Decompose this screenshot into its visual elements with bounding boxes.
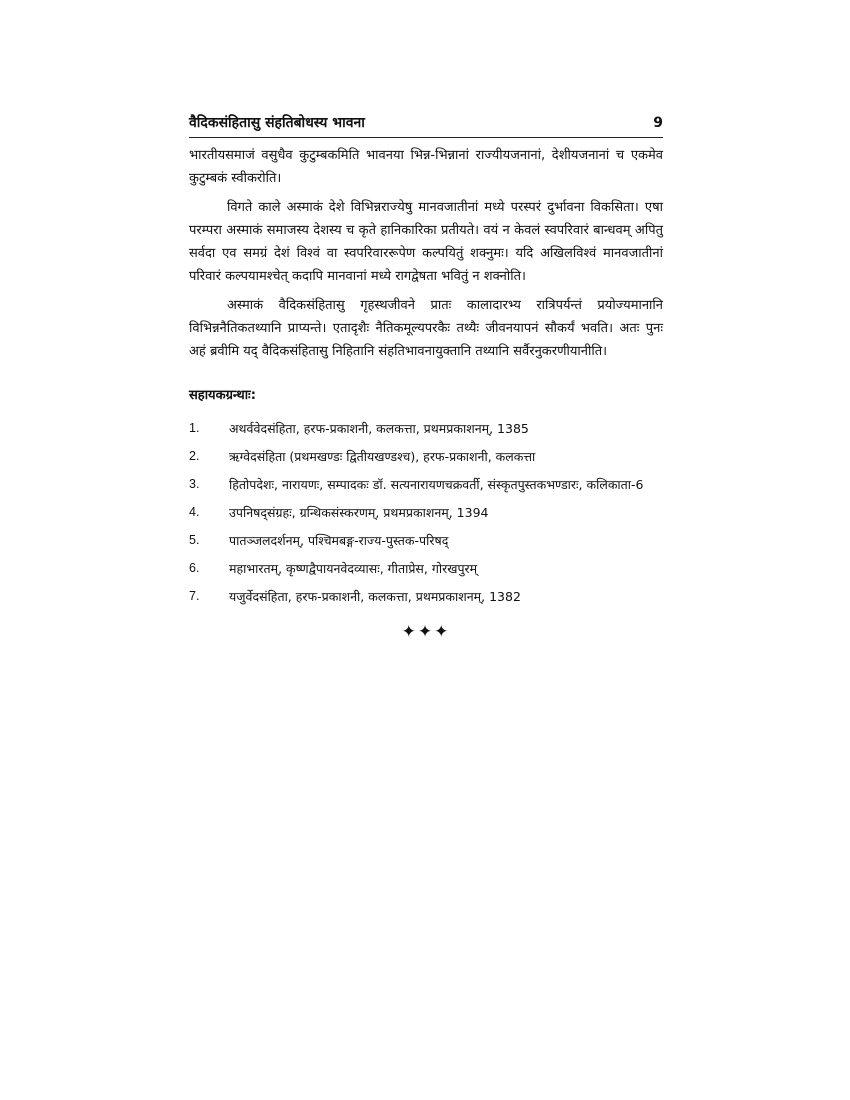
reference-item [189, 529, 663, 552]
paragraph-1: भारतीयसमाजं वसुधैव कुटुम्बकमिति भावनया भिन्न-भिन्नानां राज्यीयजनानां, देशीयजनानां च एकमेव कुटुम्बकं स्वीकरोति। [189, 148, 663, 186]
reference-item [189, 445, 663, 468]
references-heading [189, 385, 663, 407]
reference-item [189, 473, 663, 496]
body-text [189, 144, 663, 363]
reference-number: 1. [189, 421, 200, 435]
reference-item [189, 585, 663, 608]
paragraph-2: विगते काले अस्माकं देशे विभिन्नराज्येषु मानवजातीनां मध्ये परस्परं दुर्भावना विकसिता। एषा परम्परा अस्माकं समाजस्य देशस्य च कृते हानिकारिका प्रतीयते। वयं न केवलं स्वपरिवारं बान्धवम् अपितु सर्वदा एव समग्रं देशं विश्वं वा स्वपरिवाररूपेण कल्पयितुं शक्नुमः। यदि अखिलविश्वं मानवजातीनां परिवारं कल्पयामश्चेत् कदापि मानवानां मध्ये रागद्वेषता भवितुं न शक्नोति। [189, 200, 663, 284]
reference-text: यजुर्वेदसंहिता, हरफ-प्रकाशनी, कलकत्ता, प्रथमप्रकाशनम्, 1382 [229, 589, 521, 604]
reference-number: 6. [189, 561, 200, 575]
reference-text: पातञ्जलदर्शनम्, पश्चिमबङ्ग-राज्य-पुस्तक-परिषद् [229, 533, 449, 548]
reference-text: उपनिषद्संग्रहः, ग्रन्थिकसंस्करणम्, प्रथमप्रकाशनम्, 1394 [229, 505, 489, 520]
reference-number: 7. [189, 589, 200, 603]
reference-number: 3. [189, 477, 200, 491]
heading-colon: : [250, 388, 256, 403]
page-number: 9 [653, 115, 663, 131]
reference-item [189, 557, 663, 580]
paragraph-3: अस्माकं वैदिकसंहितासु गृहस्थजीवने प्रातः कालादारभ्य रात्रिपर्यन्तं प्रयोज्यमानानि विभिन्ननैतिकतथ्यानि प्राप्यन्ते। एतादृशैः नैतिकमूल्यपरकैः तथ्यैः जीवनयापनं सौकर्यं भवति। अतः पुनः अहं ब्रवीमि यद् वैदिकसंहितासु निहितानि संहतिभावनायुक्तानि तथ्यानि सर्वैरनुकरणीयानीति। [189, 298, 663, 359]
reference-text: अथर्ववेदसंहिता, हरफ-प्रकाशनी, कलकत्ता, प्रथमप्रकाशनम्, 1385 [229, 421, 529, 436]
running-header [189, 112, 663, 138]
reference-text: महाभारतम्, कृष्णद्वैपायनवेदव्यासः, गीताप्रेस, गोरखपुरम् [229, 561, 478, 576]
section-end-ornament: ✦✦✦ [401, 622, 451, 642]
reference-number: 5. [189, 533, 200, 547]
reference-text: हितोपदेशः, नारायणः, सम्पादकः डॉ. सत्यनारायणचक्रवर्ती, संस्कृतपुस्तकभण्डारः, कलिकाता-6 [229, 477, 644, 492]
reference-number: 2. [189, 449, 200, 463]
reference-item [189, 417, 663, 440]
references-list [189, 417, 663, 608]
reference-number: 4. [189, 505, 200, 519]
running-title: वैदिकसंहितासु संहतिबोधस्य भावना [189, 115, 365, 131]
document-page [189, 112, 663, 642]
reference-text: ऋग्वेदसंहिता (प्रथमखण्डः द्वितीयखण्डश्च), हरफ-प्रकाशनी, कलकत्ता [229, 449, 536, 464]
reference-item [189, 501, 663, 524]
references-heading-text: सहायकग्रन्थाः [189, 388, 251, 403]
